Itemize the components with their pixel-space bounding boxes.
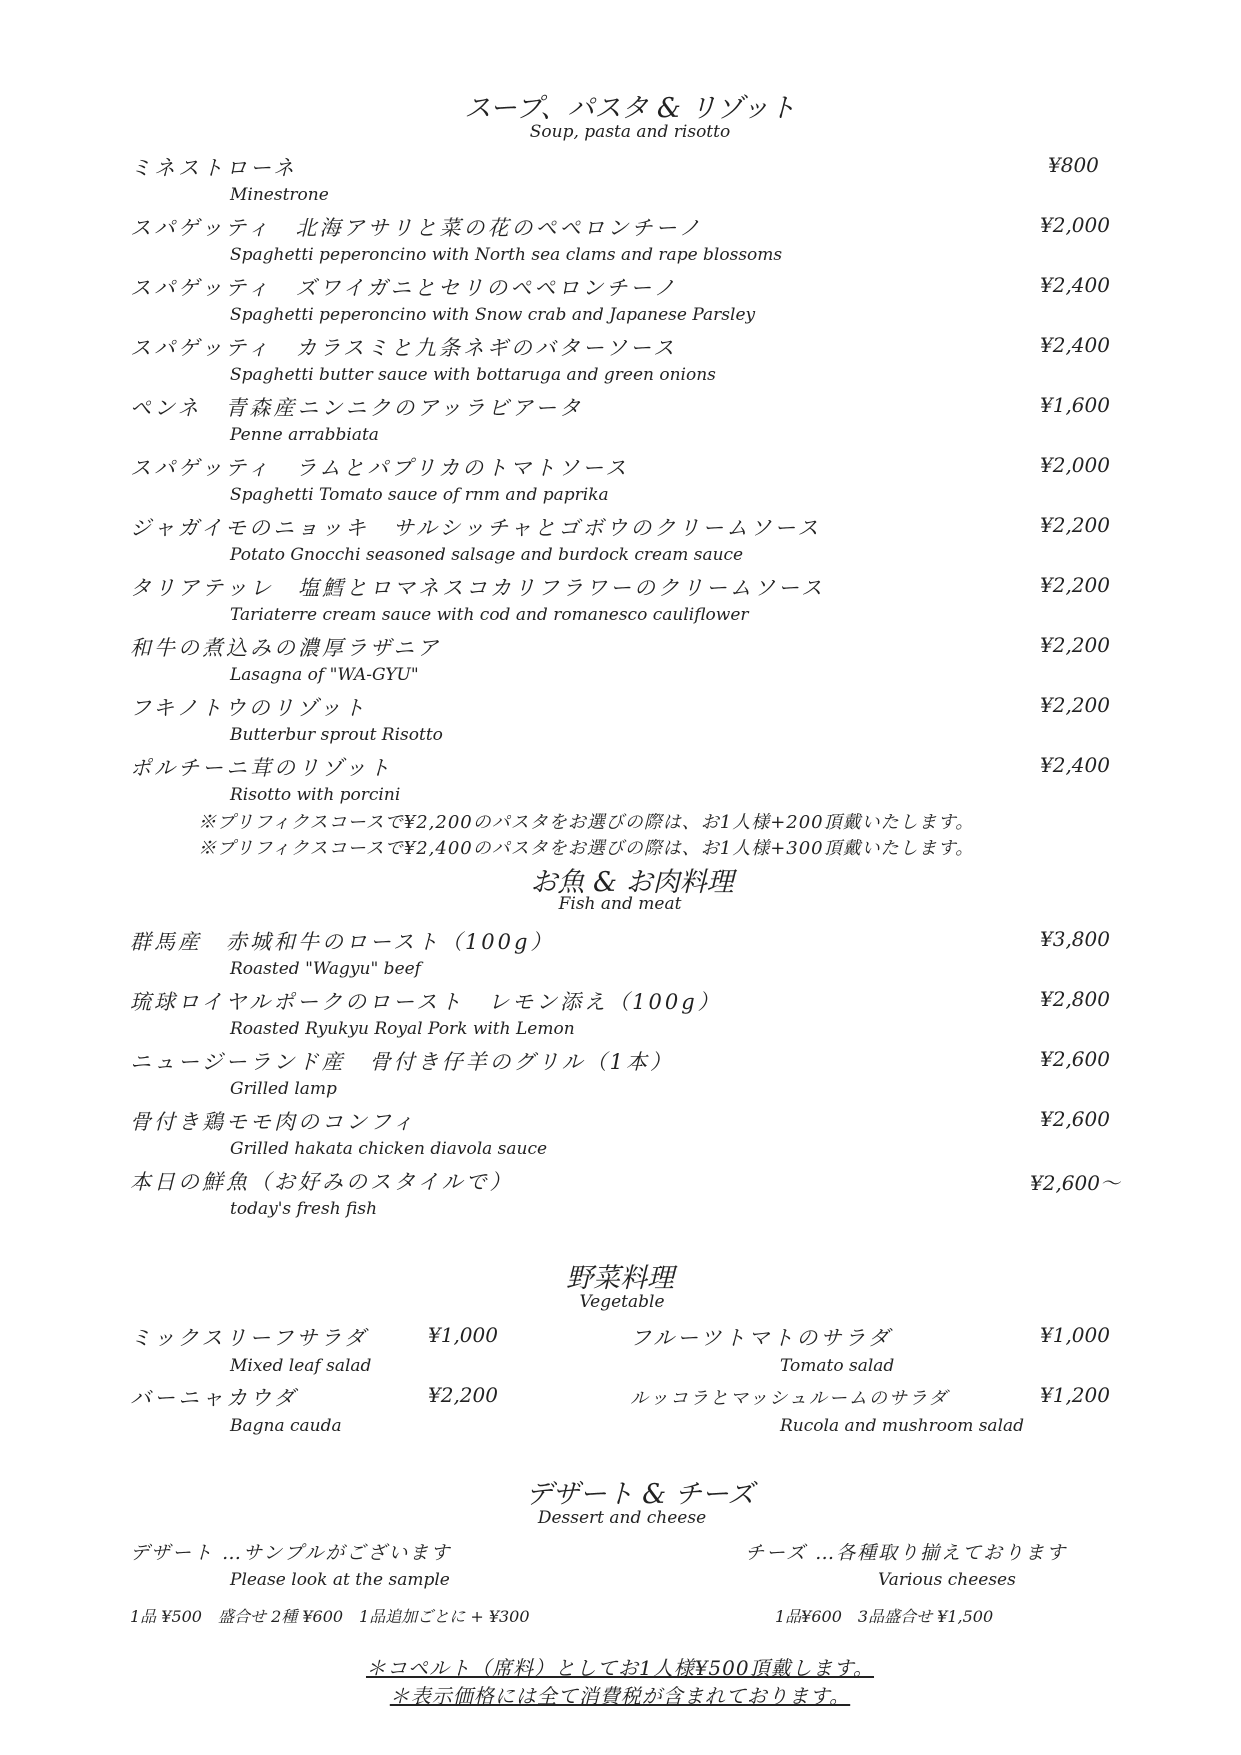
menu-item-price: ¥2,800 (1040, 987, 1110, 1011)
surcharge-note: ※プリフィクスコースで¥2,400のパスタをお選びの際は、お1人様+300頂戴いたします。 (198, 838, 975, 859)
menu-item-price: ¥2,600～ (1030, 1171, 1120, 1195)
menu-item-price: ¥1,600 (1040, 393, 1110, 417)
menu-item-english: Lasagna of "WA-GYU" (230, 665, 419, 685)
menu-item-name: ジャガイモのニョッキ サルシッチャとゴボウのクリームソース (130, 516, 822, 540)
menu-item-price: ¥2,400 (1040, 273, 1110, 297)
menu-item-name: スパゲッティ ラムとパプリカのトマトソース (130, 456, 630, 480)
veg-section-title: 野菜料理 (566, 1263, 674, 1294)
menu-item-english: Risotto with porcini (230, 785, 401, 805)
menu-item-english: Mixed leaf salad (230, 1356, 372, 1376)
menu-item-price: ¥800 (1048, 153, 1099, 177)
menu-item-name: スパゲッティ カラスミと九条ネギのバターソース (130, 336, 677, 360)
dessert-label: デザート …サンプルがございます (130, 1542, 452, 1564)
soup-section-subtitle: Soup, pasta and risotto (529, 122, 731, 142)
surcharge-note: ※プリフィクスコースで¥2,200のパスタをお選びの際は、お1人様+200頂戴いたします。 (198, 812, 975, 833)
cheese-english: Various cheeses (878, 1570, 1016, 1590)
menu-item-name: 骨付き鶏モモ肉のコンフィ (130, 1110, 417, 1134)
menu-item-english: Bagna cauda (230, 1416, 342, 1436)
menu-item-name: ペンネ 青森産ニンニクのアッラビアータ (130, 396, 584, 420)
menu-item-english: today's fresh fish (230, 1199, 378, 1219)
menu-item-price: ¥2,000 (1040, 213, 1110, 237)
menu-item-english: Roasted "Wagyu" beef (230, 959, 421, 979)
menu-item-english: Butterbur sprout Risotto (230, 725, 443, 745)
menu-item-english: Tomato salad (780, 1356, 895, 1376)
menu-item-english: Spaghetti butter sauce with bottaruga and green onions (230, 365, 716, 385)
menu-item-english: Spaghetti peperoncino with Snow crab and Japanese Parsley (230, 305, 756, 325)
dessert-english: Please look at the sample (230, 1570, 450, 1590)
menu-item-name: 群馬産 赤城和牛のロースト（100g） (130, 930, 555, 954)
menu-item-name: ミネストローネ (130, 156, 297, 180)
menu-item-price: ¥2,200 (1040, 693, 1110, 717)
cheese-price: 1品¥600 3品盛合せ ¥1,500 (775, 1607, 994, 1626)
menu-item-price: ¥1,000 (428, 1323, 498, 1347)
menu-item-price: ¥2,600 (1040, 1107, 1110, 1131)
menu-item-name: フルーツトマトのサラダ (630, 1326, 893, 1350)
menu-item-name: タリアテッレ 塩鱈とロマネスコカリフラワーのクリームソース (130, 576, 825, 600)
menu-item-price: ¥1,200 (1040, 1383, 1110, 1407)
menu-item-price: ¥2,200 (1040, 633, 1110, 657)
menu-item-price: ¥2,400 (1040, 753, 1110, 777)
menu-item-name: 和牛の煮込みの濃厚ラザニア (130, 636, 442, 660)
menu-item-name: フキノトウのリゾット (130, 696, 368, 720)
menu-item-name: スパゲッティ ズワイガニとセリのペペロンチーノ (130, 276, 678, 300)
menu-item-english: Penne arrabbiata (230, 425, 379, 445)
cover-charge-note: ＊コペルト（席料）としてお1人様¥500頂戴します。 (365, 1656, 875, 1680)
menu-item-english: Roasted Ryukyu Royal Pork with Lemon (230, 1019, 575, 1039)
menu-item-price: ¥2,400 (1040, 333, 1110, 357)
menu-item-price: ¥2,200 (428, 1383, 498, 1407)
menu-item-english: Potato Gnocchi seasoned salsage and burdock cream sauce (230, 545, 744, 565)
menu-item-price: ¥1,000 (1040, 1323, 1110, 1347)
fish-section-title: お魚 & お肉料理 (530, 867, 734, 898)
menu-item-english: Rucola and mushroom salad (780, 1416, 1025, 1436)
menu-item-name: 琉球ロイヤルポークのロースト レモン添え（100g） (130, 990, 722, 1014)
menu-item-price: ¥3,800 (1040, 927, 1110, 951)
menu-item-name: スパゲッティ 北海アサリと菜の花のペペロンチーノ (130, 216, 704, 240)
veg-section-subtitle: Vegetable (579, 1292, 665, 1312)
menu-item-price: ¥2,000 (1040, 453, 1110, 477)
dessert-price: 1品 ¥500 盛合せ 2種 ¥600 1品追加ごとに + ¥300 (130, 1607, 530, 1626)
menu-item-name: バーニャカウダ (130, 1386, 298, 1410)
menu-item-price: ¥2,600 (1040, 1047, 1110, 1071)
menu-item-name: 本日の鮮魚（お好みのスタイルで） (130, 1170, 514, 1194)
menu-item-english: Spaghetti Tomato sauce of rnm and paprika (230, 485, 609, 505)
menu-item-english: Minestrone (230, 185, 329, 205)
menu-item-name: ミックスリーフサラダ (130, 1326, 369, 1350)
menu-item-price: ¥2,200 (1040, 513, 1110, 537)
fish-section-subtitle: Fish and meat (558, 894, 682, 914)
menu-item-english: Grilled hakata chicken diavola sauce (230, 1139, 548, 1159)
menu-item-name: ニュージーランド産 骨付き仔羊のグリル（1本） (130, 1050, 674, 1074)
menu-item-english: Grilled lamp (230, 1079, 337, 1099)
cheese-label: チーズ …各種取り揃えております (745, 1542, 1068, 1564)
menu-item-price: ¥2,200 (1040, 573, 1110, 597)
soup-section-title: スープ、パスタ & リゾット (464, 93, 796, 124)
dessert-section-title: デザート & チーズ (525, 1479, 755, 1510)
menu-item-english: Spaghetti peperoncino with North sea clams and rape blossoms (230, 245, 783, 265)
menu-item-english: Tariaterre cream sauce with cod and romanesco cauliflower (230, 605, 749, 625)
menu-item-name: ポルチーニ茸のリゾット (130, 756, 393, 780)
menu-item-name: ルッコラとマッシュルームのサラダ (630, 1388, 949, 1409)
dessert-section-subtitle: Dessert and cheese (537, 1508, 707, 1528)
tax-note: ＊表示価格には全て消費税が含まれております。 (389, 1684, 851, 1708)
